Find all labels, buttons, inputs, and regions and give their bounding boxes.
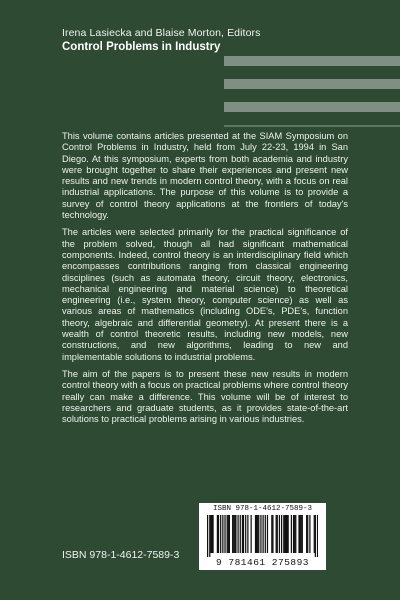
barcode-bar [309, 515, 310, 553]
barcode-bars [207, 515, 318, 557]
barcode-bar [284, 515, 285, 553]
barcode-bar [291, 515, 292, 553]
barcode-bar [257, 515, 258, 553]
barcode-bar [315, 515, 316, 557]
barcode-bar [301, 515, 302, 553]
barcode-bar [224, 515, 225, 553]
barcode-bar [240, 515, 241, 553]
barcode-bar [220, 515, 221, 553]
barcode-bar [300, 515, 301, 553]
barcode-bar [210, 515, 211, 553]
barcode-bar [272, 515, 273, 553]
barcode-bar [317, 515, 318, 557]
barcode-bar [283, 515, 284, 553]
barcode-bar [295, 515, 296, 553]
barcode-bar [218, 515, 219, 553]
description-paragraph: This volume contains articles presented at the SIAM Symposium on Control Problems in Industry, held from July 22-23, 1994 in San Diego. At this symposium, experts from both academia and industry were brought together to share their experiences and present new results and new trends in modern control theory, with a focus on real industrial applications. The purpose of this volume is to provide a survey of control theory applications at the frontiers of today's technology. [62, 131, 348, 221]
barcode-bar [247, 515, 248, 553]
barcode-bar [314, 515, 315, 553]
description-paragraph: The articles were selected primarily for the practical significance of the problem solved, though all had significant mathematical components. Indeed, control theory is an interdisciplinary field which encompasses contributions ranging from classical engineering disciplines (such as automata theory, circuit theory, electronics, mechanical engineering and material science) to theoretical engineering (i.e., system theory, computer science) as well as various areas of mathematics (including ODE's, PDE's, function theory, algebraic and differential geometry). At present there is a wealth of control theoretic results, including new models, new constructions, and new algorithms, leading to new and implementable solutions to industrial problems. [62, 227, 348, 362]
barcode-isbn-text: ISBN 978-1-4612-7589-3 [212, 505, 313, 513]
barcode-bar [212, 515, 213, 553]
barcode-bar [276, 515, 277, 553]
decorative-bar [224, 79, 400, 89]
barcode-bar [307, 515, 308, 553]
barcode-bar [217, 515, 218, 553]
description [62, 131, 348, 431]
barcode-digits: 9 781461 275893 [215, 557, 309, 568]
barcode-bar [265, 515, 266, 553]
barcode-bar [222, 515, 223, 553]
barcode-bar [306, 515, 307, 553]
barcode-bar [294, 515, 295, 553]
decorative-bar [224, 56, 400, 66]
barcode-bar [234, 515, 235, 553]
decorative-bar [224, 125, 400, 127]
barcode-bar [258, 515, 259, 553]
barcode-bar [260, 515, 261, 553]
barcode-bar [243, 515, 244, 553]
barcode-bar [277, 515, 278, 553]
barcode-bar [211, 515, 212, 553]
barcode-bar [237, 515, 238, 553]
barcode-bar [263, 515, 264, 553]
barcode-bar [279, 515, 280, 553]
description-paragraph: The aim of the papers is to present these new results in modern control theory with a focus on practical problems where control theory really can make a difference. This volume will be of interest to researchers and graduate students, as it provides state-of-the-art solutions to practical problems arising in various industries. [62, 368, 348, 425]
decorative-bar [224, 102, 400, 112]
barcode-bar [302, 515, 303, 553]
barcode-bar [286, 515, 287, 553]
isbn-label: ISBN 978-1-4612-7589-3 [62, 549, 180, 561]
barcode-bar [235, 515, 236, 553]
barcode-bar [256, 515, 257, 553]
barcode-bar [228, 515, 229, 553]
barcode-bar [255, 515, 256, 553]
barcode-bar [242, 515, 243, 553]
barcode-bar [232, 515, 233, 553]
barcode-bar [285, 515, 286, 553]
barcode-bar [227, 515, 228, 553]
barcode-bar [298, 515, 299, 553]
editors-line: Irena Lasiecka and Blaise Morton, Editors [62, 27, 261, 39]
barcode-bar [229, 515, 230, 553]
barcode-bar [207, 515, 208, 557]
barcode-bar [293, 515, 294, 553]
barcode-bar [281, 515, 282, 553]
barcode-bar [251, 515, 252, 553]
barcode-bar [245, 515, 246, 553]
barcode-bar [233, 515, 234, 553]
barcode-bar [209, 515, 210, 557]
barcode [199, 503, 326, 570]
barcode-bar [288, 515, 289, 553]
barcode-bar [267, 515, 268, 553]
book-title: Control Problems in Industry [62, 41, 221, 53]
barcode-bar [271, 515, 272, 553]
